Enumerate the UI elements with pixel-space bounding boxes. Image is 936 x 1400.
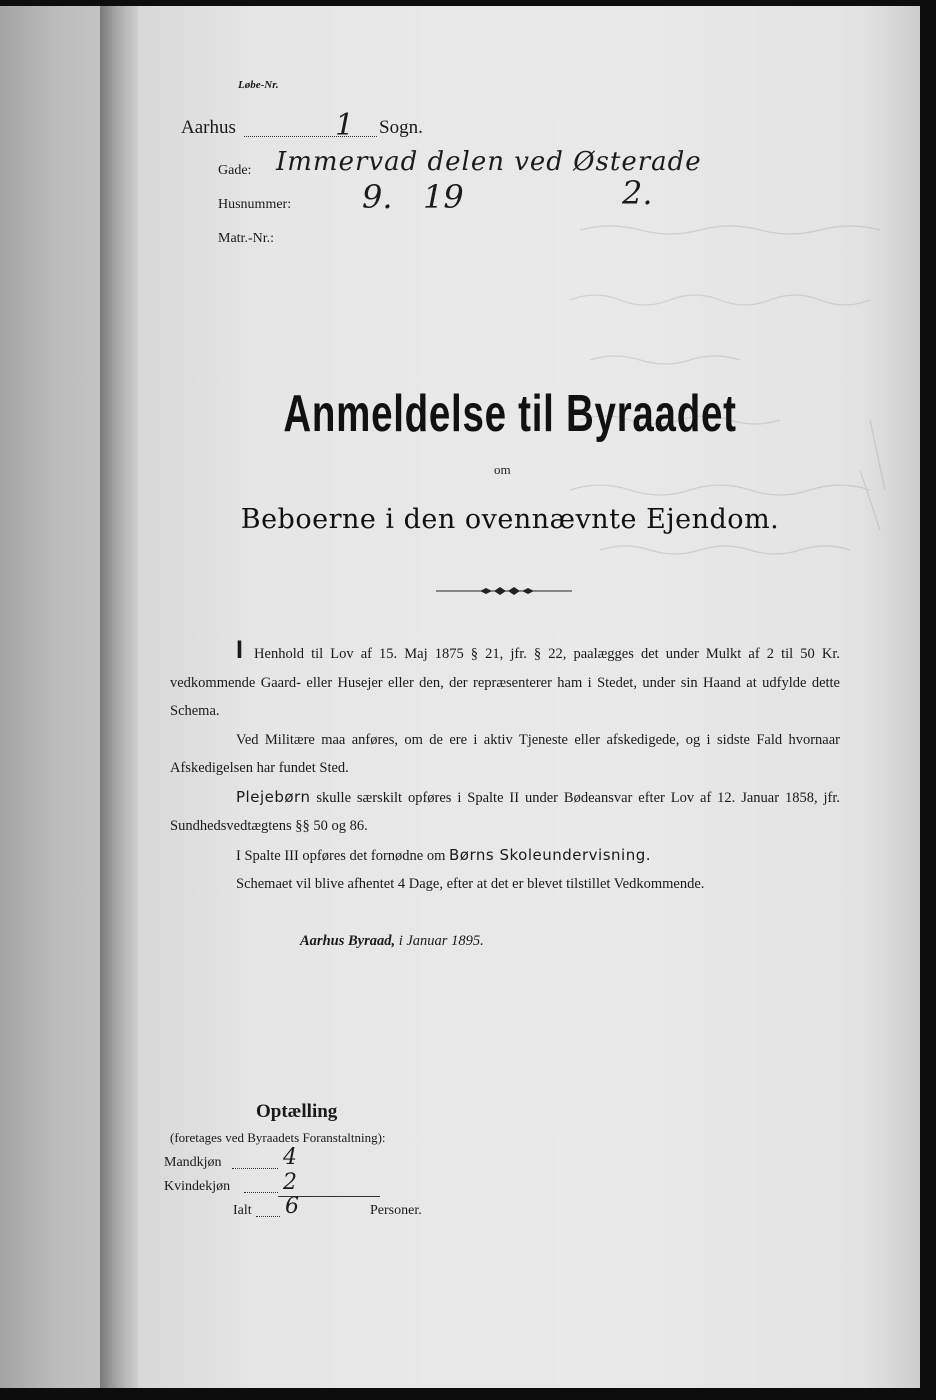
title-connector: om — [494, 462, 511, 477]
gade-label: Gade: — [218, 163, 252, 178]
male-value[interactable]: 4 — [283, 1145, 297, 1170]
drop-cap: I — [236, 636, 243, 664]
lobe-nr-label: Løbe-Nr. — [238, 79, 279, 91]
book-spine-shadow — [100, 6, 138, 1388]
instruction-paragraph-4 — [170, 841, 840, 871]
gade-value[interactable]: Immervad delen ved Østerade — [276, 147, 702, 177]
total-value[interactable]: 6 — [285, 1194, 299, 1219]
skoleundervisning-emphasis: Børns Skoleundervisning. — [449, 845, 651, 864]
instruction-paragraph-3 — [170, 783, 840, 841]
count-heading: Optælling — [256, 1101, 338, 1122]
signature-date: i Januar 1895. — [398, 933, 484, 949]
city-label: Aarhus — [181, 117, 236, 138]
male-label: Mandkjøn — [164, 1155, 222, 1170]
husnummer-value[interactable]: 9. 19 — [362, 178, 464, 216]
female-value[interactable]: 2 — [283, 1170, 297, 1195]
page-subtitle: Beboerne i den ovennævnte Ejendom. — [240, 504, 780, 535]
total-label: Ialt — [233, 1203, 252, 1218]
persons-label: Personer. — [370, 1203, 422, 1218]
instruction-text-2: Ved Militære maa anføres, om de ere i aktiv Tjeneste eller afskedigede, og i sidste Fald hvornaar Afskedigelsen har fundet Sted. — [170, 731, 840, 776]
instruction-paragraph-5 — [170, 870, 840, 899]
instruction-paragraph-2 — [170, 726, 840, 783]
male-dots — [232, 1168, 278, 1169]
matr-label: Matr.-Nr.: — [218, 231, 274, 246]
signature-authority: Aarhus Byraad, — [300, 933, 396, 949]
sogn-label: Sogn. — [379, 117, 423, 138]
husnummer-label: Husnummer: — [218, 197, 292, 212]
plejeborn-emphasis: Plejebørn — [236, 787, 311, 806]
instructions-block — [170, 636, 840, 899]
signature-line — [300, 933, 484, 950]
total-dots — [256, 1216, 280, 1217]
sogn-value[interactable]: 1 — [335, 108, 355, 143]
count-note: (foretages ved Byraadets Foranstaltning): — [170, 1130, 386, 1145]
female-label: Kvindekjøn — [164, 1179, 231, 1194]
sogn-dotted-line — [244, 136, 377, 137]
instruction-text-5: Schemaet vil blive afhentet 4 Dage, efter at det er blevet tilstillet Vedkommende. — [236, 876, 705, 892]
divider-ornament — [436, 583, 572, 599]
husnummer-value-extra[interactable]: 2. — [622, 174, 653, 212]
instruction-text-1: Henhold til Lov af 15. Maj 1875 § 21, jfr. § 22, paalægges det under Mulkt af 2 til 50 Kr. vedkommende Gaard- eller Husejer eller den, der repræsenterer ham i Stedet, under sin Haand at udfylde dette Schema. — [170, 646, 840, 719]
female-dots — [244, 1192, 278, 1193]
instruction-text-3: skulle særskilt opføres i Spalte II under Bødeansvar efter Lov af 12. Januar 1858, jfr. Sundhedsvedtægtens §§ 50 og 86. — [170, 789, 841, 834]
instruction-paragraph-1 — [170, 636, 840, 726]
page-title: Anmeldelse til Byraadet — [283, 385, 737, 443]
instruction-text-4: I Spalte III opføres det fornødne om — [236, 847, 446, 864]
